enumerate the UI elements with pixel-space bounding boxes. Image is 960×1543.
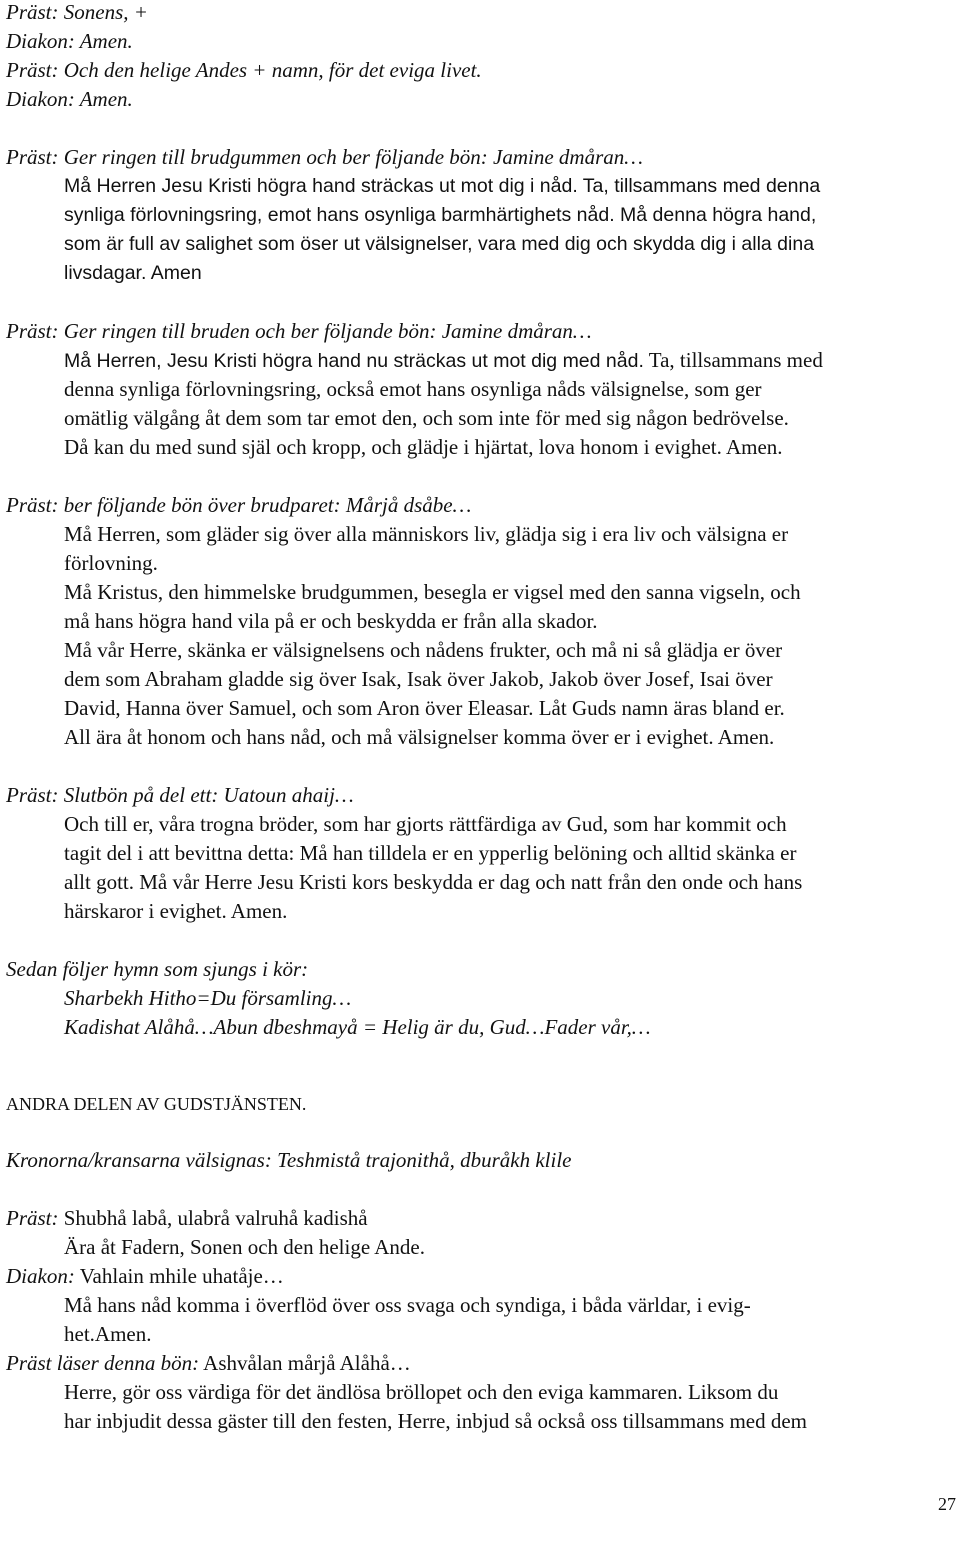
rubric-line — [6, 781, 354, 810]
prayer-line: Då kan du med sund själ och kropp, och glädje i hjärtat, lova honom i evighet. Amen. — [64, 435, 783, 459]
line-text: Amen. — [74, 29, 133, 53]
rubric-text: Ger ringen till bruden och ber följande bön: Jamine dmåran… — [58, 319, 592, 343]
speaker-label: Diakon: — [6, 87, 75, 111]
speaker-label: Präst: — [6, 145, 59, 169]
liturgy-line — [6, 0, 148, 27]
prayer-line: omätlig välgång åt dem som tar emot den, och som inte för med sig någon bedrövelse. — [64, 406, 789, 430]
rubric-line — [6, 143, 643, 172]
speaker-label: Präst: — [6, 319, 59, 343]
prayer-line: livsdagar. Amen — [64, 262, 202, 284]
prayer-line: Herre, gör oss värdiga för det ändlösa bröllopet och den eviga kammaren. Liksom du — [64, 1380, 779, 1404]
page-number: 27 — [938, 1494, 956, 1514]
prayer-line: härskaror i evighet. Amen. — [64, 899, 288, 923]
liturgy-line — [6, 56, 482, 85]
line-text: Och den helige Andes + namn, för det eviga livet. — [58, 58, 482, 82]
rubric-line — [6, 317, 592, 346]
prayer-text: Må Herren, Jesu Kristi högra hand nu sträckas ut mot dig med nåd. — [64, 350, 644, 372]
line-text: Ashvålan mårjå Alåhå… — [199, 1351, 411, 1375]
prayer-text: Ta, tillsammans med — [643, 348, 823, 372]
rubric-line — [6, 491, 471, 520]
prayer-line: All ära åt honom och hans nåd, och må välsignelser komma över er i evighet. Amen. — [64, 725, 775, 749]
prayer-line: Och till er, våra trogna bröder, som har gjorts rättfärdiga av Gud, som har kommit och — [64, 812, 787, 836]
speaker-label: Präst: — [6, 493, 59, 517]
prayer-line: het.Amen. — [64, 1322, 152, 1346]
rubric-line: Sedan följer hymn som sjungs i kör: — [6, 957, 309, 981]
line-text: Sonens, + — [58, 0, 148, 24]
prayer-line: dem som Abraham gladde sig över Isak, Isak över Jakob, Jakob över Josef, Isai över — [64, 667, 773, 691]
prayer-line: denna synliga förlovningsring, också emot hans osynliga nåds välsignelse, som ger — [64, 377, 762, 401]
liturgy-line — [6, 1349, 411, 1378]
hymn-line: Kadishat Alåhå…Abun dbeshmayå = Helig är du, Gud…Fader vår,… — [64, 1015, 651, 1039]
hymn-line: Sharbekh Hitho=Du församling… — [64, 986, 352, 1010]
speaker-label: Diakon: — [6, 1264, 75, 1288]
prayer-line: tagit del i att bevittna detta: Må han tilldela er en ypperlig belöning och alltid skänka er — [64, 841, 797, 865]
prayer-line: Må hans nåd komma i överflöd över oss svaga och syndiga, i båda världar, i evig- — [64, 1293, 751, 1317]
line-text: Vahlain mhile uhatåje… — [74, 1264, 284, 1288]
prayer-line: som är full av salighet som öser ut välsignelser, vara med dig och skydda dig i alla dina — [64, 233, 815, 255]
prayer-line: har inbjudit dessa gäster till den festen, Herre, inbjud så också oss tillsammans med dem — [64, 1409, 807, 1433]
speaker-label: Präst: — [6, 58, 59, 82]
rubric-text: ber följande bön över brudparet: Mårjå dsåbe… — [58, 493, 472, 517]
speaker-label: Präst läser denna bön: — [6, 1351, 200, 1375]
prayer-line: David, Hanna över Samuel, och som Aron över Eleasar. Låt Guds namn äras bland er. — [64, 696, 785, 720]
prayer-line: må hans högra hand vila på er och beskydda er från alla skador. — [64, 609, 598, 633]
liturgy-line — [6, 85, 133, 114]
prayer-line: allt gott. Må vår Herre Jesu Kristi kors beskydda er dag och natt från den onde och hans — [64, 870, 803, 894]
speaker-label: Präst: — [6, 1206, 59, 1230]
line-text: Shubhå labå, ulabrå valruhå kadishå — [58, 1206, 368, 1230]
liturgy-line — [6, 27, 133, 56]
prayer-line — [64, 346, 823, 375]
rubric-text: Slutbön på del ett: Uatoun ahaij… — [58, 783, 354, 807]
speaker-label: Präst: — [6, 783, 59, 807]
prayer-line: Må Herren, som gläder sig över alla människors liv, glädja sig i era liv och välsigna er — [64, 522, 789, 546]
prayer-line: förlovning. — [64, 551, 158, 575]
prayer-line: synliga förlovningsring, emot hans osynliga barmhärtighets nåd. Må denna högra hand, — [64, 204, 817, 226]
liturgy-line — [6, 1262, 284, 1291]
rubric-line: Kronorna/kransarna välsignas: Teshmistå trajonithå, dburåkh klile — [6, 1148, 572, 1172]
prayer-line: Må Herren Jesu Kristi högra hand sträckas ut mot dig i nåd. Ta, tillsammans med denna — [64, 175, 821, 197]
prayer-line: Ära åt Fadern, Sonen och den helige Ande. — [64, 1235, 425, 1259]
line-text: Amen. — [74, 87, 133, 111]
prayer-line: Må Kristus, den himmelske brudgummen, besegla er vigsel med den sanna vigseln, och — [64, 580, 801, 604]
speaker-label: Diakon: — [6, 29, 75, 53]
prayer-line: Må vår Herre, skänka er välsignelsens och nådens frukter, och må ni så glädja er över — [64, 638, 783, 662]
liturgy-line — [6, 1204, 368, 1233]
rubric-text: Ger ringen till brudgummen och ber följande bön: Jamine dmåran… — [58, 145, 643, 169]
speaker-label: Präst: — [6, 0, 59, 24]
section-heading: ANDRA DELEN AV GUDSTJÄNSTEN. — [6, 1094, 307, 1114]
